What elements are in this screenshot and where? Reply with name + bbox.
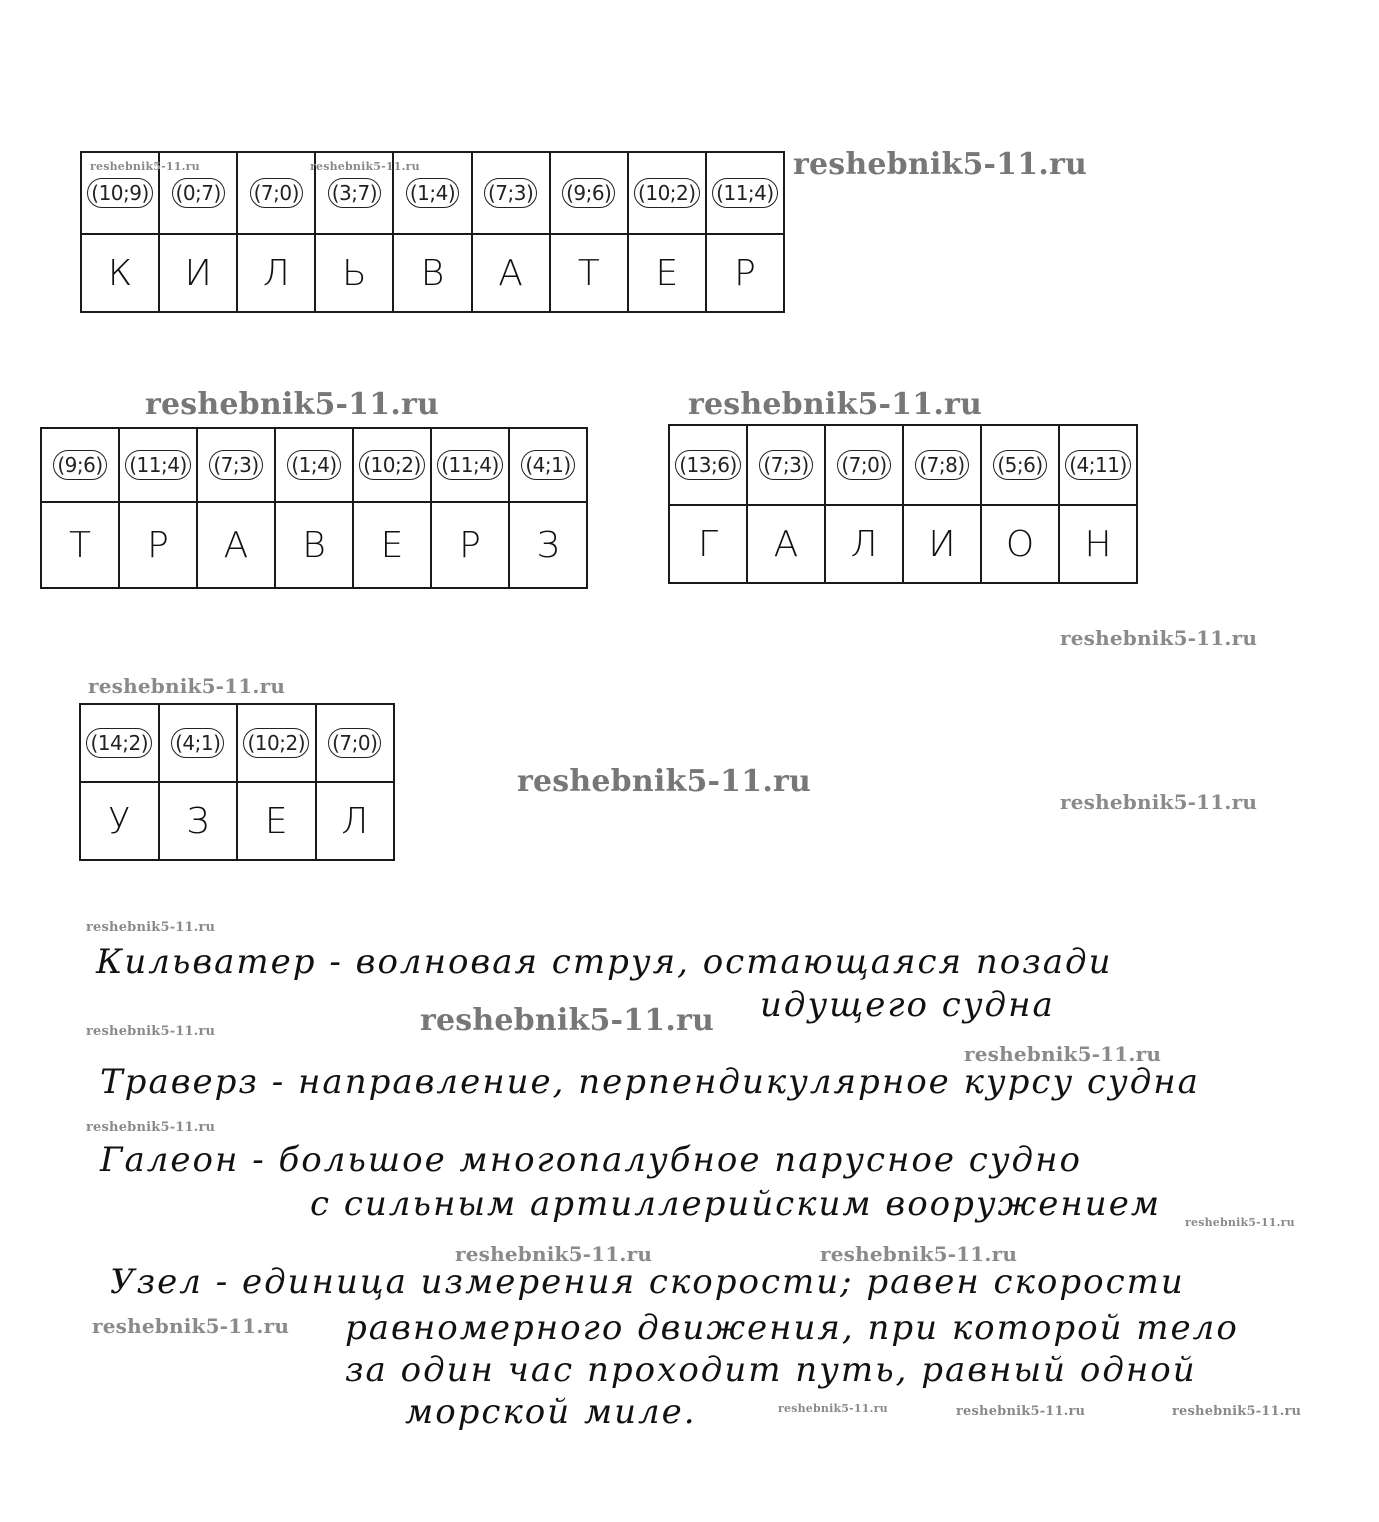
watermark: reshebnik5-11.ru [420, 1003, 714, 1038]
watermark: reshebnik5-11.ru [86, 1024, 216, 1039]
coords-row [669, 425, 1137, 505]
letter-cell: О [981, 505, 1059, 583]
coord-cell: (10;9) [81, 152, 159, 234]
letter-cell: И [903, 505, 981, 583]
definition-uzel-line-1: Узел - единица измерения скорости; равен скорости [110, 1262, 1185, 1302]
watermark: reshebnik5-11.ru [1060, 790, 1258, 814]
letter-cell: К [81, 234, 159, 312]
definition-traverz: Траверз - направление, перпендикулярное курсу судна [100, 1062, 1200, 1102]
uzel-table [79, 703, 395, 861]
coord-cell: (3;7) [315, 152, 393, 234]
coords-row [41, 428, 587, 502]
letter-cell: Ь [315, 234, 393, 312]
definition-galion-line-1: Галеон - большое многопалубное парусное судно [100, 1140, 1082, 1180]
letter-cell: У [80, 782, 159, 860]
coord-cell: (7;0) [316, 704, 395, 782]
coord-cell: (7;3) [472, 152, 550, 234]
coord-cell: (7;3) [197, 428, 275, 502]
watermark: reshebnik5-11.ru [688, 387, 982, 422]
coord-cell: (9;6) [41, 428, 119, 502]
watermark: reshebnik5-11.ru [145, 387, 439, 422]
coord-cell: (13;6) [669, 425, 747, 505]
letter-cell: Н [1059, 505, 1137, 583]
definition-kilvater-line-1: Кильватер - волновая струя, остающаяся позади [96, 942, 1113, 982]
letter-cell: Л [237, 234, 315, 312]
letter-cell: Т [41, 502, 119, 588]
watermark: reshebnik5-11.ru [86, 1120, 216, 1135]
definition-uzel-line-2: равномерного движения, при которой тело [345, 1308, 1239, 1348]
watermark: reshebnik5-11.ru [778, 1402, 888, 1415]
letter-cell: Р [119, 502, 197, 588]
coord-cell: (10;2) [628, 152, 706, 234]
letter-cell: Л [316, 782, 395, 860]
coord-cell: (5;6) [981, 425, 1059, 505]
coord-cell: (4;1) [509, 428, 587, 502]
coord-cell: (4;11) [1059, 425, 1137, 505]
watermark: reshebnik5-11.ru [964, 1042, 1162, 1066]
coord-cell: (10;2) [237, 704, 316, 782]
coord-cell: (11;4) [706, 152, 784, 234]
watermark: reshebnik5-11.ru [956, 1404, 1086, 1419]
watermark: reshebnik5-11.ru [517, 764, 811, 799]
watermark: reshebnik5-11.ru [820, 1242, 1018, 1266]
letter-cell: А [472, 234, 550, 312]
letter-cell: В [393, 234, 471, 312]
watermark: reshebnik5-11.ru [1172, 1404, 1302, 1419]
letter-cell: Л [825, 505, 903, 583]
letter-cell: Т [550, 234, 628, 312]
coord-cell: (9;6) [550, 152, 628, 234]
coord-cell: (14;2) [80, 704, 159, 782]
letter-cell: З [159, 782, 238, 860]
watermark: reshebnik5-11.ru [86, 920, 216, 935]
watermark: reshebnik5-11.ru [92, 1314, 290, 1338]
watermark: reshebnik5-11.ru [90, 160, 200, 173]
definition-uzel-line-4: морской миле. [405, 1392, 697, 1432]
letters-row [669, 505, 1137, 583]
letter-cell: А [197, 502, 275, 588]
coord-cell: (0;7) [159, 152, 237, 234]
coord-cell: (7;0) [825, 425, 903, 505]
watermark: reshebnik5-11.ru [1060, 626, 1258, 650]
coord-cell: (1;4) [393, 152, 471, 234]
watermark: reshebnik5-11.ru [793, 147, 1087, 182]
definition-uzel-line-3: за один час проходит путь, равный одной [345, 1350, 1197, 1390]
coord-cell: (11;4) [431, 428, 509, 502]
galion-table [668, 424, 1138, 584]
letter-cell: В [275, 502, 353, 588]
coord-cell: (10;2) [353, 428, 431, 502]
watermark: reshebnik5-11.ru [310, 160, 420, 173]
letter-cell: И [159, 234, 237, 312]
letters-row [41, 502, 587, 588]
letters-row [81, 234, 784, 312]
watermark: reshebnik5-11.ru [455, 1242, 653, 1266]
letter-cell: Р [706, 234, 784, 312]
watermark: reshebnik5-11.ru [1185, 1216, 1295, 1229]
definition-galion-line-2: с сильным артиллерийским вооружением [310, 1184, 1162, 1224]
kilvater-table [80, 151, 785, 313]
letter-cell: Е [237, 782, 316, 860]
letters-row [80, 782, 394, 860]
letter-cell: А [747, 505, 825, 583]
coord-cell: (11;4) [119, 428, 197, 502]
letter-cell: Е [628, 234, 706, 312]
coord-cell: (1;4) [275, 428, 353, 502]
coord-cell: (7;0) [237, 152, 315, 234]
coord-cell: (7;3) [747, 425, 825, 505]
letter-cell: З [509, 502, 587, 588]
coords-row [80, 704, 394, 782]
letter-cell: Р [431, 502, 509, 588]
traverz-table [40, 427, 588, 589]
letter-cell: Г [669, 505, 747, 583]
coord-cell: (4;1) [159, 704, 238, 782]
coord-cell: (7;8) [903, 425, 981, 505]
definition-kilvater-line-2: идущего судна [760, 985, 1055, 1025]
letter-cell: Е [353, 502, 431, 588]
watermark: reshebnik5-11.ru [88, 674, 286, 698]
